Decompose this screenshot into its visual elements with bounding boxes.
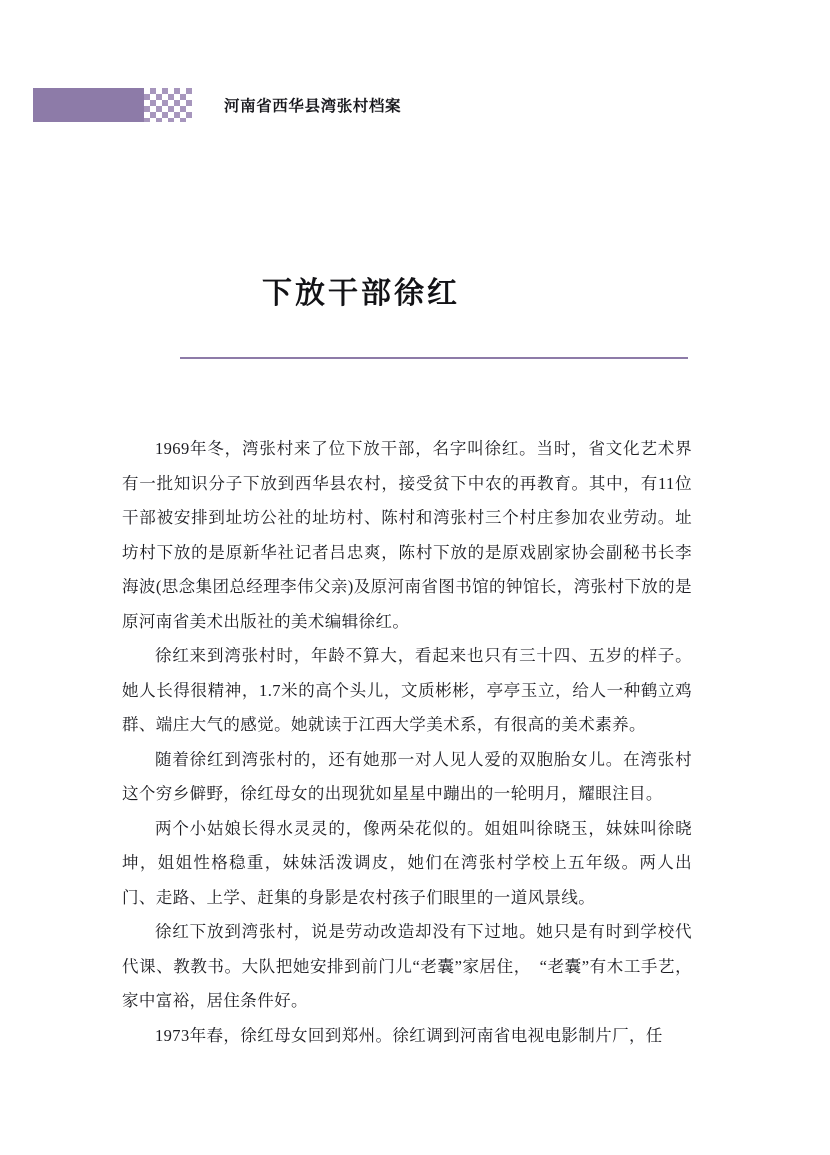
header-checker-pattern [144,88,192,122]
page-header [33,88,401,122]
paragraph: 两个小姑娘长得水灵灵的，像两朵花似的。姐姐叫徐晓玉，妹妹叫徐晓坤，姐姐性格稳重，妹妹活泼调皮，她们在湾张村学校上五年级。两人出门、走路、上学、赶集的身影是农村孩子们眼里的一道风景线。 [122,818,692,907]
title-divider [180,357,688,359]
page-title: 下放干部徐红 [262,277,460,310]
header-title: 河南省西华县湾张村档案 [224,98,402,115]
header-color-block [33,88,144,122]
paragraph: 1969年冬，湾张村来了位下放干部，名字叫徐红。当时，省文化艺术界有一批知识分子下放到西华县农村，接受贫下中农的再教育。其中，有11位干部被安排到址坊公社的址坊村、陈村和湾张村三个村庄参加农业劳动。址坊村下放的是原新华社记者吕忠爽，陈村下放的是原戏剧家协会副秘书长李海波(思念集团总经理李伟父亲)及原河南省图书馆的钟馆长，湾张村下放的是原河南省美术出版社的美术编辑徐红。 [122,439,692,631]
paragraph: 徐红来到湾张村时，年龄不算大，看起来也只有三十四、五岁的样子。她人长得很精神，1.7米的高个头儿，文质彬彬，亭亭玉立，给人一种鹤立鸡群、端庄大气的感觉。她就读于江西大学美术系，有很高的美术素养。 [122,646,692,734]
paragraph: 1973年春，徐红母女回到郑州。徐红调到河南省电视电影制片厂，任 [155,1025,663,1045]
body-text [122,432,692,1053]
paragraph: 随着徐红到湾张村的，还有她那一对人见人爱的双胞胎女儿。在湾张村这个穷乡僻野，徐红母女的出现犹如星星中蹦出的一轮明月，耀眼注目。 [122,749,692,803]
paragraph: 徐红下放到湾张村，说是劳动改造却没有下过地。她只是有时到学校代代课、教教书。大队把她安排到前门儿“老囊”家居住， “老囊”有木工手艺，家中富裕，居住条件好。 [122,922,692,1010]
